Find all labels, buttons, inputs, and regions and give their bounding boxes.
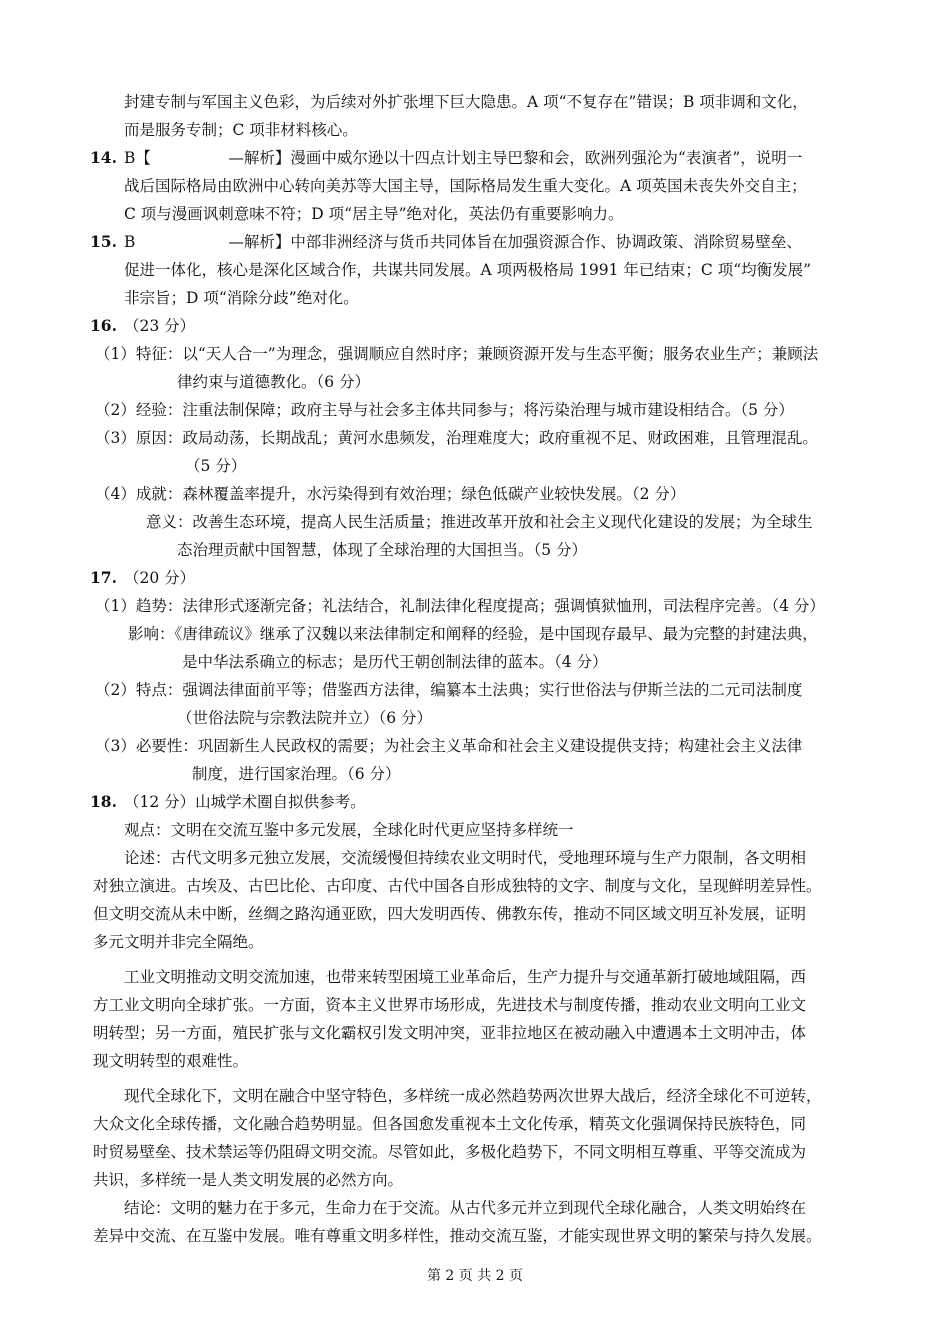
q13-line-1: 封建专制与军国主义色彩，为后续对外扩张埋下巨大隐患。A 项“不复存在”错误；B 项非调和文化， xyxy=(124,93,808,111)
q15-line-2: 促进一体化，核心是深化区域合作，共谋共同发展。A 项两极格局 1991 年已结束；C 项“均衡发展” xyxy=(124,261,812,279)
q16-part1-line-2: 律约束与道德教化。（6 分） xyxy=(177,373,371,391)
q18-para1-line-1: 论述：古代文明多元独立发展，交流缓慢但持续农业文明时代，受地理环境与生产力限制，各文明相 xyxy=(124,849,807,867)
q16-part4-line-3: 态治理贡献中国智慧，体现了全球治理的大国担当。（5 分） xyxy=(177,541,588,559)
q18-viewpoint: 观点：文明在交流互鉴中多元发展，全球化时代更应坚持多样统一 xyxy=(124,821,574,839)
q18-para3-line-1: 现代全球化下，文明在融合中坚守特色，多样统一成必然趋势两次世界大战后，经济全球化不可逆转， xyxy=(124,1087,822,1105)
q16-number: 16. xyxy=(90,316,117,335)
q17-part3-line-2: 制度，进行国家治理。（6 分） xyxy=(192,765,401,783)
q16-part3-line-2: （5 分） xyxy=(185,457,247,475)
q17-part1-line-1: （1）趋势：法律形式逐渐完备；礼法结合，礼制法律化程度提高；强调慎狱恤刑，司法程序完善。（4 分） xyxy=(95,597,825,615)
q18-number: 18. xyxy=(90,792,117,811)
q17-part2-line-1: （2）特点：强调法律面前平等；借鉴西方法律，编纂本土法典；实行世俗法与伊斯兰法的二元司法制度 xyxy=(95,681,803,699)
q18-para2-line-1: 工业文明推动文明交流加速，也带来转型困境工业革命后，生产力提升与交通革新打破地域阻隔，西 xyxy=(124,968,807,986)
q18-para2-line-3: 明转型；另一方面，殖民扩张与文化霸权引发文明冲突，亚非拉地区在被动融入中遭遇本土文明冲击，体 xyxy=(93,1024,807,1042)
q17-number: 17. xyxy=(90,568,117,587)
q16-part1-line-1: （1）特征：以“天人合一”为理念，强调顺应自然时序；兼顾资源开发与生态平衡；服务农业生产；兼顾法 xyxy=(95,345,819,363)
q16-part3-line-1: （3）原因：政局动荡，长期战乱；黄河水患频发，治理难度大；政府重视不足、财政困难，且管理混乱。 xyxy=(95,429,818,447)
q15-line-3: 非宗旨；D 项“消除分歧”绝对化。 xyxy=(124,289,359,307)
q15-line-1: B —解析】中部非洲经济与货币共同体旨在加强资源合作、协调政策、消除贸易壁垒、 xyxy=(124,233,802,251)
q15-number: 15. xyxy=(90,232,117,251)
q14-line-2: 战后国际格局由欧洲中心转向美苏等大国主导，国际格局发生重大变化。A 项英国未丧失外交自主； xyxy=(124,177,807,195)
q18-para1-line-2: 对独立演进。古埃及、古巴比伦、古印度、古代中国各自形成独特的文字、制度与文化，呈现鲜明差异性。 xyxy=(93,877,822,895)
q16-part4-line-2: 意义：改善生态环境，提高人民生活质量；推进改革开放和社会主义现代化建设的发展；为全球生 xyxy=(146,513,813,531)
q17-part3-line-1: （3）必要性：巩固新生人民政权的需要；为社会主义革命和社会主义建设提供支持；构建社会主义法律 xyxy=(95,737,803,755)
q16-part2-line-1: （2）经验：注重法制保障；政府主导与社会多主体共同参与；将污染治理与城市建设相结合。（5 分） xyxy=(95,401,794,419)
q18-para3-line-3: 时贸易壁垒、技术禁运等仍阻碍文明交流。尽管如此，多极化趋势下，不同文明相互尊重、平等交流成为 xyxy=(93,1143,807,1161)
q18-para1-line-4: 多元文明并非完全隔绝。 xyxy=(93,933,264,951)
q16-part4-line-1: （4）成就：森林覆盖率提升，水污染得到有效治理；绿色低碳产业较快发展。（2 分） xyxy=(95,485,686,503)
q17-score: （20 分） xyxy=(124,569,196,587)
q18-conclusion-line-1: 结论：文明的魅力在于多元，生命力在于交流。从古代多元并立到现代全球化融合，人类文明始终在 xyxy=(124,1199,807,1217)
q18-heading: （12 分）山城学术圈自拟供参考。 xyxy=(124,793,366,811)
q17-part1-line-2: 影响：《唐律疏议》继承了汉魏以来法律制定和阐释的经验，是中国现存最早、最为完整的封建法典， xyxy=(128,625,818,643)
q18-para2-line-4: 现文明转型的艰难性。 xyxy=(93,1052,249,1070)
q17-part1-line-3: 是中华法系确立的标志；是历代王朝创制法律的蓝本。（4 分） xyxy=(182,653,608,671)
q18-conclusion-line-2: 差异中交流、在互鉴中发展。唯有尊重文明多样性，推动交流互鉴，才能实现世界文明的繁荣与持久发展。 xyxy=(93,1227,822,1245)
q17-part2-line-2: （世俗法院与宗教法院并立）（6 分） xyxy=(177,709,433,727)
q18-para3-line-4: 共识，多样统一是人类文明发展的必然方向。 xyxy=(93,1171,404,1189)
q18-para2-line-2: 方工业文明向全球扩张。一方面，资本主义世界市场形成，先进技术与制度传播，推动农业文明向工业文 xyxy=(93,996,807,1014)
q16-score: （23 分） xyxy=(124,317,196,335)
page-footer: 第 2 页 共 2 页 xyxy=(426,1268,524,1284)
q14-line-3: C 项与漫画讽刺意味不符；D 项“居主导”绝对化，英法仍有重要影响力。 xyxy=(124,205,624,223)
q18-para1-line-3: 但文明交流从未中断，丝绸之路沟通亚欧，四大发明西传、佛教东传，推动不同区域文明互补发展，证明 xyxy=(93,905,807,923)
q14-number: 14. xyxy=(90,148,117,167)
q14-line-1: B【 —解析】漫画中威尔逊以十四点计划主导巴黎和会，欧洲列强沦为“表演者”，说明一 xyxy=(124,149,803,167)
q18-para3-line-2: 大众文化全球传播，文化融合趋势明显。但各国愈发重视本土文化传承，精英文化强调保持民族特色，同 xyxy=(93,1115,807,1133)
q13-line-2: 而是服务专制；C 项非材料核心。 xyxy=(124,121,358,139)
